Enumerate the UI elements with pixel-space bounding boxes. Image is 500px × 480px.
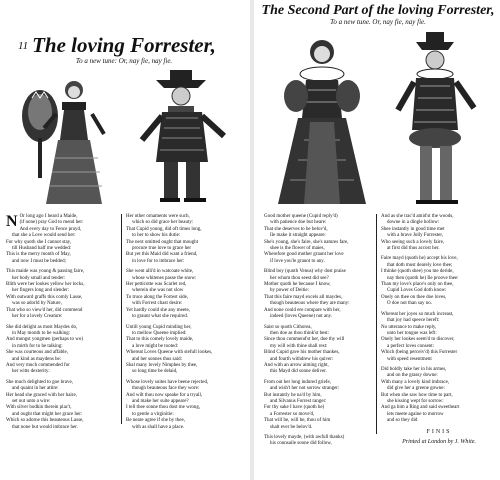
verse-line: And mongst yongmen (perhaps to wo) — [6, 337, 84, 343]
verse-line: That this faire mayd excels all maydes, — [264, 294, 343, 300]
verse-line: in love for to imbrace her: — [132, 258, 185, 264]
verse-line: his counsaile soone did follow, — [270, 441, 332, 447]
printer-imprint: Printed at London by J. White. — [402, 439, 476, 445]
verse-line: Good mother queene (Cupid reply'd) — [264, 214, 338, 219]
verse-line: Ile make it straight appeare: — [270, 233, 326, 239]
verse-line: Who seeing such a lovely faire, — [381, 239, 445, 245]
verse-line: wherein she was not slow — [132, 288, 184, 294]
stanza — [264, 269, 372, 320]
stanza — [264, 325, 372, 376]
verse-line: a Forrester so move'd, — [270, 411, 315, 417]
verse-line: That she deserves to be belov'd, — [264, 226, 328, 232]
verse-line: her witts dexterity: — [12, 369, 50, 375]
verse-line: She's young, she's faire, she's natures fare, — [264, 239, 349, 245]
stanza — [264, 214, 372, 265]
verse-line: This is the merry month of May, — [6, 252, 71, 258]
verse-line: She much delighted to goe brave, — [6, 379, 73, 385]
left-page — [0, 0, 248, 480]
verse-line: with Forrest chast desire: — [132, 301, 183, 307]
verse-line: and kind as maydens be: — [12, 356, 62, 362]
verse-line: Or long ago I heard a Maide, — [19, 214, 78, 219]
verse-line: With many a lovely kind imbrace, — [381, 379, 450, 385]
verse-line: O doe not than say no. — [387, 301, 432, 307]
verse-line: and on the grassy downe: — [387, 373, 438, 379]
verse-line: Which so adorne this beauteous Lasse, — [6, 418, 84, 424]
stanza — [264, 435, 372, 448]
verse-line: That Cupid young, did oft times long, — [126, 226, 202, 232]
verse-line: Did boldly take her in his armes, — [381, 366, 447, 372]
verse-line: Shal many lovely Nimphes by thee, — [126, 362, 198, 368]
verse-line: From out her long indured griefe, — [264, 379, 331, 385]
woodcut-maiden — [14, 68, 112, 208]
verse-line: This lovely mayde, (with awfull thanks) — [264, 435, 345, 440]
right-page — [256, 0, 500, 480]
verse-line: though beauteous where they are many: — [270, 301, 350, 307]
ballad-title: The loving Forrester, — [32, 33, 216, 57]
verse-line: Than my love's place's only on thee, — [381, 282, 454, 288]
stanza — [6, 325, 116, 376]
left-page-column-1 — [6, 214, 116, 435]
verse-line: by power of Deitie: — [270, 288, 310, 294]
verse-line: unto her tongue was left: — [387, 330, 437, 336]
verse-line: Onely on thee on thee doe loves, — [381, 294, 447, 300]
verse-line: that she a Love would send her: — [12, 233, 76, 239]
verse-line: her fingers long and slender: — [12, 288, 70, 294]
verse-line: Shee instantly in good time met — [381, 226, 445, 232]
verse-line: with speed resentment — [387, 356, 432, 362]
verse-line: Untill young Cupid minding her, — [126, 324, 192, 330]
verse-line: I tell thee sonne thou dost me wrong, — [126, 405, 201, 411]
verse-line: Yet hardly could she any meete, — [126, 307, 190, 313]
verse-line: Faire mayd (quoth he) accept his love, — [381, 256, 458, 262]
verse-line: shee is the flower of maies, — [270, 246, 325, 252]
stanza — [126, 325, 244, 376]
verse-line: that doth most dearely love thee; — [387, 262, 453, 268]
verse-line: then doe as thou think'st best: — [270, 330, 330, 336]
woodcut-gentleman — [384, 30, 488, 210]
stanza — [381, 367, 497, 425]
verse-line: indeed (loves Queene) not any. — [270, 314, 333, 320]
verse-line: so long time be delaid, — [132, 369, 178, 375]
stanza — [6, 380, 116, 431]
verse-line: Whereat her joyes so much increast, — [381, 311, 454, 317]
verse-line: Since thou commend'st her, doe thy will — [264, 337, 345, 343]
verse-line: which so did grace her beauty: — [132, 220, 194, 226]
verse-line: and fourth withdrew his quiver: — [270, 356, 334, 362]
stanza — [6, 269, 116, 320]
verse-line: with as shall have a place. — [132, 424, 185, 430]
verse-line: though beauteous face they wore: — [132, 386, 200, 392]
drop-cap-letter: N — [6, 213, 18, 230]
verse-line: in mirth for to be talking: — [12, 343, 63, 349]
verse-line: a love might be tooted: — [132, 343, 179, 349]
verse-line: and ought that might her grace her: — [12, 411, 83, 417]
verse-line: and her sonnes thus said: — [132, 356, 182, 362]
stanza — [126, 269, 244, 320]
verse-line: And very much commended for — [6, 362, 70, 368]
verse-line: downe in a dingle hollow: — [387, 220, 440, 226]
verse-line: her whom thou seest did see? — [270, 275, 329, 281]
verse-line: that joy had speece bereft: — [387, 318, 440, 324]
verse-line: in May month to be walking: — [12, 330, 71, 336]
verse-line: her for a lovely Creature: — [12, 314, 63, 320]
verse-line: And with an arrow aiming right, — [264, 362, 329, 368]
verse-line: whose whitenes passe the snow: — [132, 275, 197, 281]
right-page-column-2 — [381, 214, 497, 445]
left-page-column-2 — [126, 214, 244, 435]
verse-line: and wish't her not sorrow stranger: — [270, 386, 340, 392]
verse-line: Her head she graced with her haire, — [6, 392, 77, 398]
verse-line: she kissing wept for sorrow: — [387, 398, 444, 404]
verse-line: And every day to Fence prayd, — [19, 226, 82, 232]
verse-line: nay then (quoth he) Ile proove thee: — [387, 275, 459, 281]
finis-mark: FINIS — [426, 428, 452, 435]
verse-line: Wherefore good mother graunt her love — [264, 252, 344, 258]
verse-line: did give her a greene gowne: — [387, 386, 445, 392]
tune-line: To a new tune. Or, nay fie, nay fie. — [330, 18, 426, 26]
verse-line: I thinke (quoth shee) you me deride, — [381, 269, 454, 275]
verse-line: She went alli'd in watcoate white, — [126, 269, 194, 275]
verse-line: But when she saw how time to part, — [381, 392, 453, 398]
right-page-column-1 — [264, 214, 372, 452]
verse-line: Whose lovely suites have beene rejected, — [126, 379, 209, 385]
verse-line: And wilt thou now speake for a tryall, — [126, 392, 203, 398]
second-part-title: The Second Part of the loving Forrester, — [261, 3, 495, 18]
verse-line: Blind boy (quoth Venus) why dost praise — [264, 269, 346, 275]
stanza — [381, 256, 497, 307]
verse-line: Mother quoth he because I know, — [264, 282, 331, 288]
woodcut-forrester — [132, 66, 234, 208]
stanza — [126, 214, 244, 265]
page-gutter — [250, 0, 254, 480]
stanza — [6, 214, 116, 265]
verse-line: to mellow Queene implied: — [132, 330, 187, 336]
verse-line: to graunt what she required. — [132, 314, 188, 320]
verse-line: her body small and tender: — [12, 275, 66, 281]
verse-line: To truce along the Forrest side, — [126, 294, 189, 300]
verse-line: Be neare agree if she by thee, — [126, 418, 185, 424]
verse-line: till Husband half me wedded: — [12, 246, 72, 252]
verse-line: and so they did — [387, 418, 418, 424]
verse-line: my will with thine shall rest: — [270, 343, 328, 349]
page-number: 11 — [18, 40, 29, 52]
verse-line: Cupid Loves God doth know: — [387, 288, 447, 294]
verse-line: The next omitted ought that mought — [126, 239, 199, 245]
tune-line: To a new tune: Or, nay fie, nay fie. — [75, 57, 173, 65]
verse-line: With outward graffs this comly Lasse, — [6, 294, 83, 300]
verse-line: She was courteous and affable, — [6, 350, 68, 356]
verse-line: This maide was young & passing faire, — [6, 269, 85, 275]
verse-line: And ga him a Ring and said sweetheart — [381, 405, 460, 411]
verse-line: was so adorld by Nature, — [12, 301, 62, 307]
verse-line: But yet this Maid did want a friend, — [126, 252, 198, 258]
verse-line: Saist so quoth Cithorea, — [264, 324, 312, 330]
stanza — [264, 380, 372, 431]
verse-line: For why quoth she I cannot stay, — [6, 239, 72, 245]
verse-line: if love you'le graunt to any. — [270, 258, 325, 264]
verse-line: a perfect loves consent: — [387, 343, 435, 349]
verse-line: That will be, will be, thou of him — [264, 418, 331, 424]
verse-line: with patience doe but heare: — [270, 220, 327, 226]
verse-line: Whereat Loves Queene with stefull lookes, — [126, 350, 213, 356]
stanza — [381, 214, 497, 252]
woodcut-lady — [270, 30, 374, 210]
column-rule — [121, 214, 122, 424]
verse-line: Blind Cupid gave his mother thankes, — [264, 350, 340, 356]
verse-line: Which (being perceiv'd) this Forrester — [381, 350, 458, 356]
verse-line: this Mayd did sonne deliver. — [270, 369, 327, 375]
verse-line: to gentle a virginitie: — [132, 411, 174, 417]
verse-line: With silver bodkin therein plac't, — [6, 405, 72, 411]
verse-line: and now I must be bedded; — [12, 258, 67, 264]
verse-line: For thy sake I have (quoth he) — [264, 405, 325, 411]
verse-line: and make her suite appeare? — [132, 398, 189, 404]
verse-line: And as she trac'd amid'st the woods, — [381, 214, 454, 219]
verse-line: And none could ere compare with her, — [264, 307, 341, 313]
verse-line: No utterance to make reply, — [381, 324, 437, 330]
verse-line: (if none) pray God to mend her: — [19, 220, 84, 226]
verse-line: to her to show his dutie: — [132, 233, 181, 239]
verse-line: set out unto a wire: — [12, 398, 51, 404]
column-rule — [376, 214, 377, 434]
verse-line: Blith were her lookes yellow her locks, — [6, 282, 85, 288]
verse-line: at first did thus accost her. — [387, 246, 440, 252]
verse-line: That who so view'd her, did commend — [6, 307, 83, 313]
verse-line: Onely her lookes seem'd to discover, — [381, 337, 455, 343]
verse-line: But instantly he na'd by him, — [264, 392, 322, 398]
verse-line: and Silvanus Forrest ranger: — [270, 398, 327, 404]
verse-line: She did delight as most Maydes do, — [6, 324, 78, 330]
verse-line: that none but would imbrace her. — [12, 424, 78, 430]
verse-line: shalt ever be belov'd. — [270, 424, 313, 430]
verse-line: procure true love to grace her — [132, 246, 191, 252]
verse-line: and quaint in her attire: — [12, 386, 59, 392]
verse-line: lets meete againe to morrow — [387, 411, 444, 417]
verse-line: with a brave Jolly Forrester, — [387, 233, 444, 239]
stanza — [126, 380, 244, 431]
stanza — [381, 312, 497, 363]
verse-line: Her other ornaments were such, — [126, 214, 190, 219]
verse-line: That to this comely lovely maide, — [126, 337, 194, 343]
verse-line: Her petticotte was Scarlet red, — [126, 282, 187, 288]
